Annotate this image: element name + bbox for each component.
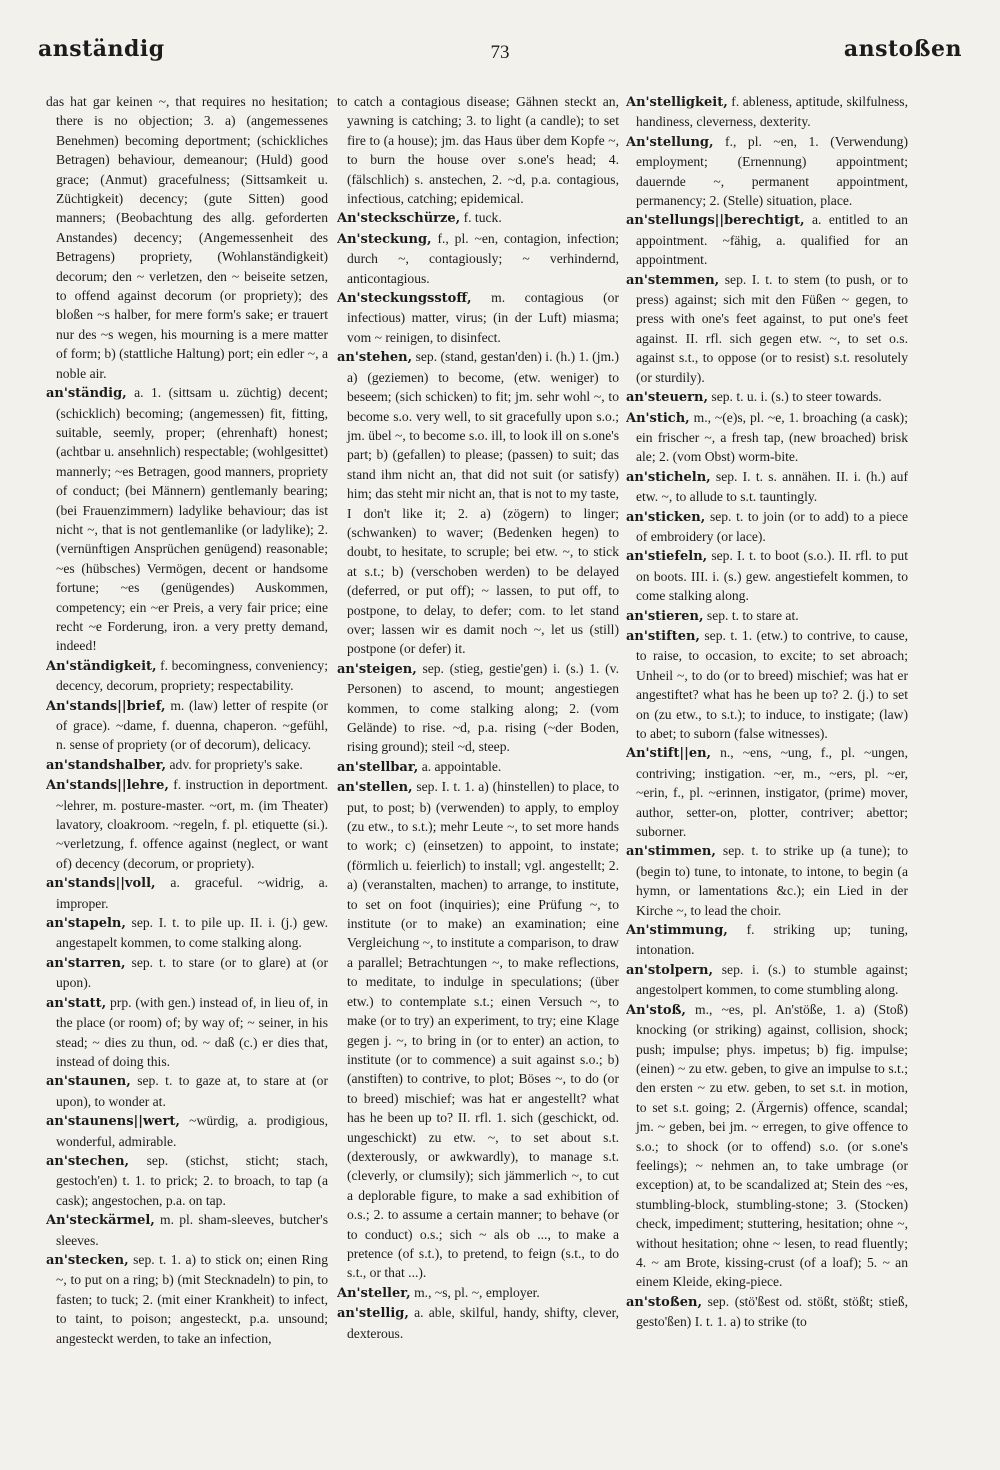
entry-headword: an'stolpern, — [626, 962, 713, 978]
dictionary-entry — [626, 743, 908, 841]
entry-definition: sep. (stand, gestan'den) i. (h.) 1. (jm.) a) (geziemen) to become, (etw. weniger) to beseem; (sich schicken) to fit; jm. sehr wohl ~, to become s.o. very well, to sit gracefully upon s.o.; jm. übel ~, to become s.o. ill, to look ill on s.one's part; b) (gefallen) to please; (passen) to suit; das stand ihm nicht an, that did not suit (or satisfy) him; das steht mir nicht an, that is not to my taste, I don't like it; 2. a) (zögern) to linger; (schwanken) to waver; (Bedenken hegen) to doubt, to hesitate, to scruple; bei etw. ~, to stick at s.t.; b) (verschoben werden) to be delayed (deferred, or put off); ~ lassen, to put off, to postpone, to delay, to defer; com. to let stand over; lassen wir es damit noch ~, let us (still) postpone (or defer) it. — [347, 349, 619, 657]
column-middle — [337, 92, 619, 1432]
entry-headword: an'stechen, — [46, 1153, 130, 1169]
dictionary-entry — [46, 92, 328, 383]
entry-headword: An'steller, — [337, 1285, 411, 1301]
entry-headword: An'ständigkeit, — [46, 658, 157, 674]
dictionary-entry — [337, 92, 619, 208]
dictionary-entry — [626, 960, 908, 1000]
entry-definition: sep. (stieg, gestie'gen) i. (s.) 1. (v. Personen) to ascend, to mount; angestiegen kommen, to come stalking along; 2. (vom Gelände) to rise. ~d, p.a. rising (~der Boden, rising ground); steil ~d, steep. — [347, 660, 619, 755]
entry-definition: sep. t. to strike up (a tune); to (begin to) tune, to intonate, to intone, to begin (a hymn, or lamentations &c.); ein Lied in der Kirche ~, to lead the choir. — [636, 843, 908, 918]
dictionary-entry — [46, 873, 328, 913]
entry-headword: an'stiften, — [626, 628, 700, 644]
dictionary-entry — [46, 755, 328, 775]
entry-definition: f., pl. ~en, 1. (Verwendung) employment; (Ernennung) appointment; dauernde ~, permanent appointment, permanency; 2. (Stelle) situation, place. — [636, 133, 908, 209]
entry-definition: a. able, skilful, handy, shifty, clever, dexterous. — [347, 1305, 619, 1341]
entry-headword: an'stellen, — [337, 780, 413, 796]
dictionary-entry — [626, 606, 908, 626]
dictionary-entry — [626, 387, 908, 407]
entry-headword: an'stieren, — [626, 608, 704, 624]
dictionary-entry — [626, 270, 908, 387]
dictionary-entry — [626, 210, 908, 269]
entry-definition: sep. (stichst, sticht; stach, gestoch'en) t. 1. to prick; 2. to broach, to tap (a cask); angestochen, p.a. on tap. — [56, 1152, 328, 1208]
entry-definition: a. entitled to an appointment. ~fähig, a. qualified for an appointment. — [636, 212, 908, 268]
entry-headword: an'stapeln, — [46, 916, 126, 932]
dictionary-entry — [626, 467, 908, 507]
dictionary-entry — [626, 920, 908, 960]
entry-definition: a. graceful. ~widrig, a. improper. — [56, 875, 328, 911]
entry-headword: an'statt, — [46, 995, 107, 1011]
dictionary-entry — [46, 913, 328, 953]
entry-definition: sep. t. to stare at. — [706, 607, 799, 623]
entry-definition: f. instruction in deportment. ~lehrer, m. posture-master. ~ort, m. (im Theater) lavatory, cloakroom. ~regeln, f. pl. etiquette (si.). ~verletzung, f. offence against (neglect, or want of) decency (decorum, or propriety). — [56, 777, 328, 871]
header-first-word: anständig — [38, 36, 165, 62]
dictionary-entry — [337, 208, 619, 228]
entry-headword: an'stellig, — [337, 1306, 409, 1322]
dictionary-entry — [46, 656, 328, 696]
dictionary-entry — [626, 408, 908, 467]
entry-definition: m. pl. sham-sleeves, butcher's sleeves. — [56, 1212, 328, 1248]
entry-definition: to catch a contagious disease; Gähnen steckt an, yawning is catching; 3. to light (a candle); to set fire to (a house); jm. das Haus über dem Kopfe ~, to burn the house over s.one's head; 4. (fälschlich) s. anstechen, 2. ~d, p.a. contagious, infectious, catching; epidemical. — [337, 94, 619, 207]
entry-headword: an'stellungs||berechtigt, — [626, 213, 805, 229]
dictionary-entry — [626, 841, 908, 920]
header-last-word: anstoßen — [843, 36, 962, 62]
entry-headword: An'stift||en, — [626, 746, 712, 762]
entry-headword: an'starren, — [46, 955, 126, 971]
entry-definition: m. contagious (or infectious) matter, virus; (in der Luft) miasma; vom ~ reinigen, to disinfect. — [347, 290, 619, 345]
dictionary-entry — [46, 993, 328, 1072]
dictionary-entry — [46, 1071, 328, 1111]
entry-headword: an'steigen, — [337, 661, 417, 677]
dictionary-entry — [337, 1303, 619, 1343]
entry-headword: An'stelligkeit, — [626, 95, 728, 110]
dictionary-entry — [46, 953, 328, 993]
entry-headword: an'stellbar, — [337, 759, 419, 775]
entry-headword: an'stoßen, — [626, 1294, 702, 1310]
entry-headword: an'stiefeln, — [626, 549, 708, 565]
entry-definition: ~würdig, a. prodigious, wonderful, admirable. — [56, 1113, 328, 1149]
dictionary-entry — [626, 546, 908, 605]
dictionary-entry — [46, 1151, 328, 1210]
dictionary-entry — [626, 1292, 908, 1332]
entry-definition: sep. t. to join (or to add) to a piece of embroidery (or lace). — [636, 508, 908, 544]
entry-definition: sep. t. 1. a) to stick on; einen Ring ~, to put on a ring; b) (mit Stecknadeln) to pin, to fasten; to tuck; 2. (mit einer Krankheit) to infect, to taint, to poison; angesteckt, p.a. unsound; angesteckt werden, to take an infection, — [56, 1251, 328, 1346]
entry-headword: an'staunen, — [46, 1074, 131, 1090]
column-left — [46, 92, 328, 1432]
entry-definition: sep. i. (s.) to stumble against; angestolpert kommen, to come stumbling along. — [636, 961, 908, 998]
entry-definition: sep. I. t. to pile up. II. i. (j.) gew. angestapelt kommen, to come stalking along. — [56, 915, 328, 951]
entry-definition: sep. t. to stare (or to glare) at (or upon). — [56, 954, 328, 991]
entry-headword: An'steckungsstoff, — [337, 291, 472, 307]
entry-headword: an'sticken, — [626, 509, 706, 525]
dictionary-entry — [46, 1210, 328, 1250]
dictionary-entry — [337, 757, 619, 777]
dictionary-entry — [46, 775, 328, 873]
dictionary-entry — [626, 92, 908, 132]
dictionary-entry — [46, 1111, 328, 1151]
dictionary-entry — [46, 696, 328, 755]
entry-headword: An'stich, — [626, 410, 690, 426]
dictionary-entry — [337, 659, 619, 757]
entry-definition: f. tuck. — [463, 210, 502, 226]
column-right — [626, 92, 908, 1432]
entry-definition: a. 1. (sittsam u. züchtig) decent; (schicklich) becoming; (angemessen) fit, fitting, suitable, seemly, proper; (ehrenhaft) honest; (achtbar u. ansehnlich) respectable; (wohlgesittet) mannerly; ~es Betragen, good manners, propriety of conduct; (bei Männern) gentlemanly bearing; (bei Frauenzimmern) ladylike behaviour; das ist nicht ~, that is not gentlemanlike (or ladylike); 2. (vernünftigen Ansprüchen genügend) reasonable; ~es (hübsches) Vermögen, decent or handsome fortune; ~es (genügendes) Auskommen, competency; ein ~er Preis, a very fair price; eine recht ~e Forderung, iron. a very pretty demand, indeed! — [56, 385, 328, 654]
entry-headword: An'stands||brief, — [46, 698, 166, 714]
entry-headword: an'ständig, — [46, 386, 127, 402]
entry-definition: sep. (stö'ßest od. stößt, stößt; stieß, gesto'ßen) I. t. 1. a) to strike (to — [636, 1293, 908, 1330]
entry-headword: an'staunens||wert, — [46, 1114, 180, 1130]
entry-definition: m., ~s, pl. ~, employer. — [414, 1284, 540, 1300]
dictionary-entry — [626, 132, 908, 211]
entry-headword: an'stehen, — [337, 350, 413, 366]
entry-definition: f., pl. ~en, contagion, infection; durch ~, contagiously; ~ verhindernd, anticontagious. — [347, 230, 619, 286]
entry-definition: sep. t. 1. (etw.) to contrive, to cause, to raise, to occasion, to excite; to set abroach; Unheil ~, to do (or to breed) mischief; was hat er angestiftet? what has he been up to? 2. (j.) to set on (zu etw., to s.t.); to induce, to instigate; (law) to abet; to suborn (false witnesses). — [636, 627, 908, 741]
dictionary-entry — [337, 777, 619, 1283]
entry-headword: an'sticheln, — [626, 469, 711, 485]
entry-definition: sep. I. t. 1. a) (hinstellen) to place, to put, to post; b) (verwenden) to apply, to employ (zu etw., to s.t.); mehr Leute ~, to set more hands to work; c) (einsetzen) to appoint, to instate; (förmlich u. feierlich) to install; vgl. angestellt; 2. a) (veranstalten, machen) to arrange, to institute, to set on foot (inquiries); eine Prüfung ~, to institute (or to make) an examination; eine Vergleichung ~, to institute a comparison, to draw a parallel; Betrachtungen ~, to make reflections, to meditate, to indulge in speculations; (über etw.) to contemplate s.t.; einen Versuch ~, to make (or to try) an experiment, to try; eine Klage gegen j. ~, to bring in (or to enter) an action, to institute (or to commence) a suit against s.o.; b) (anstiften) to contrive, to plot; Böses ~, to do (or to breed) mischief; was hat er angestellt? what has he been up to? II. rfl. 1. sich (geschickt, od. ungeschickt) zu etw. ~, to set about s.t. (dexterously, or awkwardly), to manage s.t. (cleverly, or clumsily); sich jämmerlich ~, to cut a deplorable figure, to make a sad exhibition of o.s.; 2. to assume a certain manner; to behave (or to conduct) o.s.; sich ~ als ob ..., to make a pretence (of s.t.), to pretend, to feign (s.t., to do s.t., or that ...). — [347, 779, 619, 1281]
entry-headword: An'steckärmel, — [46, 1213, 155, 1229]
entry-headword: An'stellung, — [626, 134, 714, 150]
entry-headword: an'steuern, — [626, 390, 708, 406]
entry-definition: sep. I. t. s. annähen. II. i. (h.) auf etw. ~, to allude to s.t. tauntingly. — [636, 468, 908, 505]
entry-definition: m. (law) letter of respite (or of grace). ~dame, f. duenna, chaperon. ~gefühl, n. sense of propriety (or of decorum), delicacy. — [56, 697, 328, 753]
entry-headword: An'stimmung, — [626, 923, 728, 939]
dictionary-entry — [337, 347, 619, 659]
entry-headword: An'stoß, — [626, 1002, 686, 1018]
dictionary-entry — [626, 626, 908, 743]
dictionary-entry — [46, 383, 328, 656]
running-header — [38, 36, 962, 76]
dictionary-entry — [46, 1250, 328, 1348]
entry-headword: An'stands||lehre, — [46, 778, 169, 794]
dictionary-entry — [337, 1283, 619, 1303]
entry-definition: f. striking up; tuning, intonation. — [636, 922, 908, 958]
entry-headword: an'stands||voll, — [46, 876, 156, 892]
dictionary-entry — [337, 229, 619, 288]
entry-definition: adv. for propriety's sake. — [169, 756, 303, 772]
entry-definition: m., ~es, pl. An'stöße, 1. a) (Stoß) knocking (or striking) against, collision, shock; push; impulse; phys. impetus; b) fig. impulse; (einen) ~ zu etw. geben, to give an impulse to s.t.; den ersten ~ zu etw. geben, to set s.t. in motion, to set s.t. going; 2. (Ärgernis) offence, scandal; jm. ~ geben, bei jm. ~ erregen, to give offence to s.o.; to shock (or to offend) s.o. (or s.one's feelings); ~ nehmen an, to take umbrage (or exception) at, to be scandalized at; Stein des ~es, stumbling-block, stumbling-stone; 3. (Stocken) check, impediment; stuttering, hesitation; ohne ~, without hesitation; ohne ~ lesen, to read fluently; 4. ~ am Brote, kissing-crust (of a loaf); 5. ~ an einem Kleide, eking-piece. — [636, 1001, 908, 1290]
dictionary-entry — [626, 507, 908, 547]
entry-definition: sep. t. u. i. (s.) to steer towards. — [711, 389, 882, 405]
entry-definition: a. appointable. — [421, 758, 502, 774]
dictionary-entry — [337, 288, 619, 347]
entry-headword: An'steckschürze, — [337, 211, 461, 227]
entry-definition: sep. I. t. to boot (s.o.). II. rfl. to put on boots. III. i. (s.) gew. angestiefelt kommen, to come stalking along. — [636, 548, 908, 604]
entry-headword: an'stimmen, — [626, 844, 716, 860]
entry-headword: An'steckung, — [337, 231, 432, 247]
entry-headword: an'stemmen, — [626, 272, 720, 288]
entry-definition: das hat gar keinen ~, that requires no hesitation; there is no objection; 3. a) (angemessenes Benehmen) becoming deportment; (schickliches Betragen) behaviour, demeanour; (Huld) good grace; (Anmut) gracefulness; (Sittsamkeit u. Züchtigkeit) decency; (gute Sitten) good manners; (Beobachtung des allg. geforderten Anstandes) decency; (Angemessenheit des Betragens) propriety, (Wohlanständigkeit) decorum; den ~ verletzen, den ~ beiseite setzen, to offend against decorum (or propriety); des bloßen ~s halber, for mere form's sake; er trauert nur des ~s wegen, his mourning is a mere matter of form; b) (stattliche Haltung) port; ein edler ~, a noble air. — [46, 94, 328, 381]
entry-definition: f. ableness, aptitude, skilfulness, handiness, cleverness, dexterity. — [636, 94, 908, 130]
entry-definition: m., ~(e)s, pl. ~e, 1. broaching (a cask); ein frischer ~, a fresh tap, (new broached) brisk ale; 2. (vom Obst) worm-bite. — [636, 409, 908, 465]
entry-headword: an'standshalber, — [46, 757, 167, 773]
entry-definition: n., ~ens, ~ung, f., pl. ~ungen, contriving; instigation. ~er, m., ~ers, pl. ~er, ~erin, f., pl. ~erinnen, instigator, (prime) mover, author, setter-on, plotter, contriver; abettor; suborner. — [636, 745, 908, 840]
entry-definition: f. becomingness, conveniency; decency, decorum, propriety; respectability. — [56, 657, 328, 694]
entry-definition: prp. (with gen.) instead of, in lieu of, in the place (or room) of; by way of; ~ seiner, in his stead; ~ dies zu thun, od. ~ daß (c.) er dies that, instead of doing this. — [56, 994, 328, 1069]
entry-definition: sep. t. to gaze at, to stare at (or upon), to wonder at. — [56, 1073, 328, 1109]
entry-definition: sep. I. t. to stem (to push, or to press) against; sich mit den Füßen ~ gegen, to press with one's feet against, to put one's feet against. II. rfl. sich gegen etw. ~, to set o.s. against s.t., to oppose (or to resist) s.t. resolutely (or sturdily). — [636, 271, 908, 385]
page-number: 73 — [490, 42, 510, 63]
dictionary-entry — [626, 1000, 908, 1292]
entry-headword: an'stecken, — [46, 1252, 129, 1268]
